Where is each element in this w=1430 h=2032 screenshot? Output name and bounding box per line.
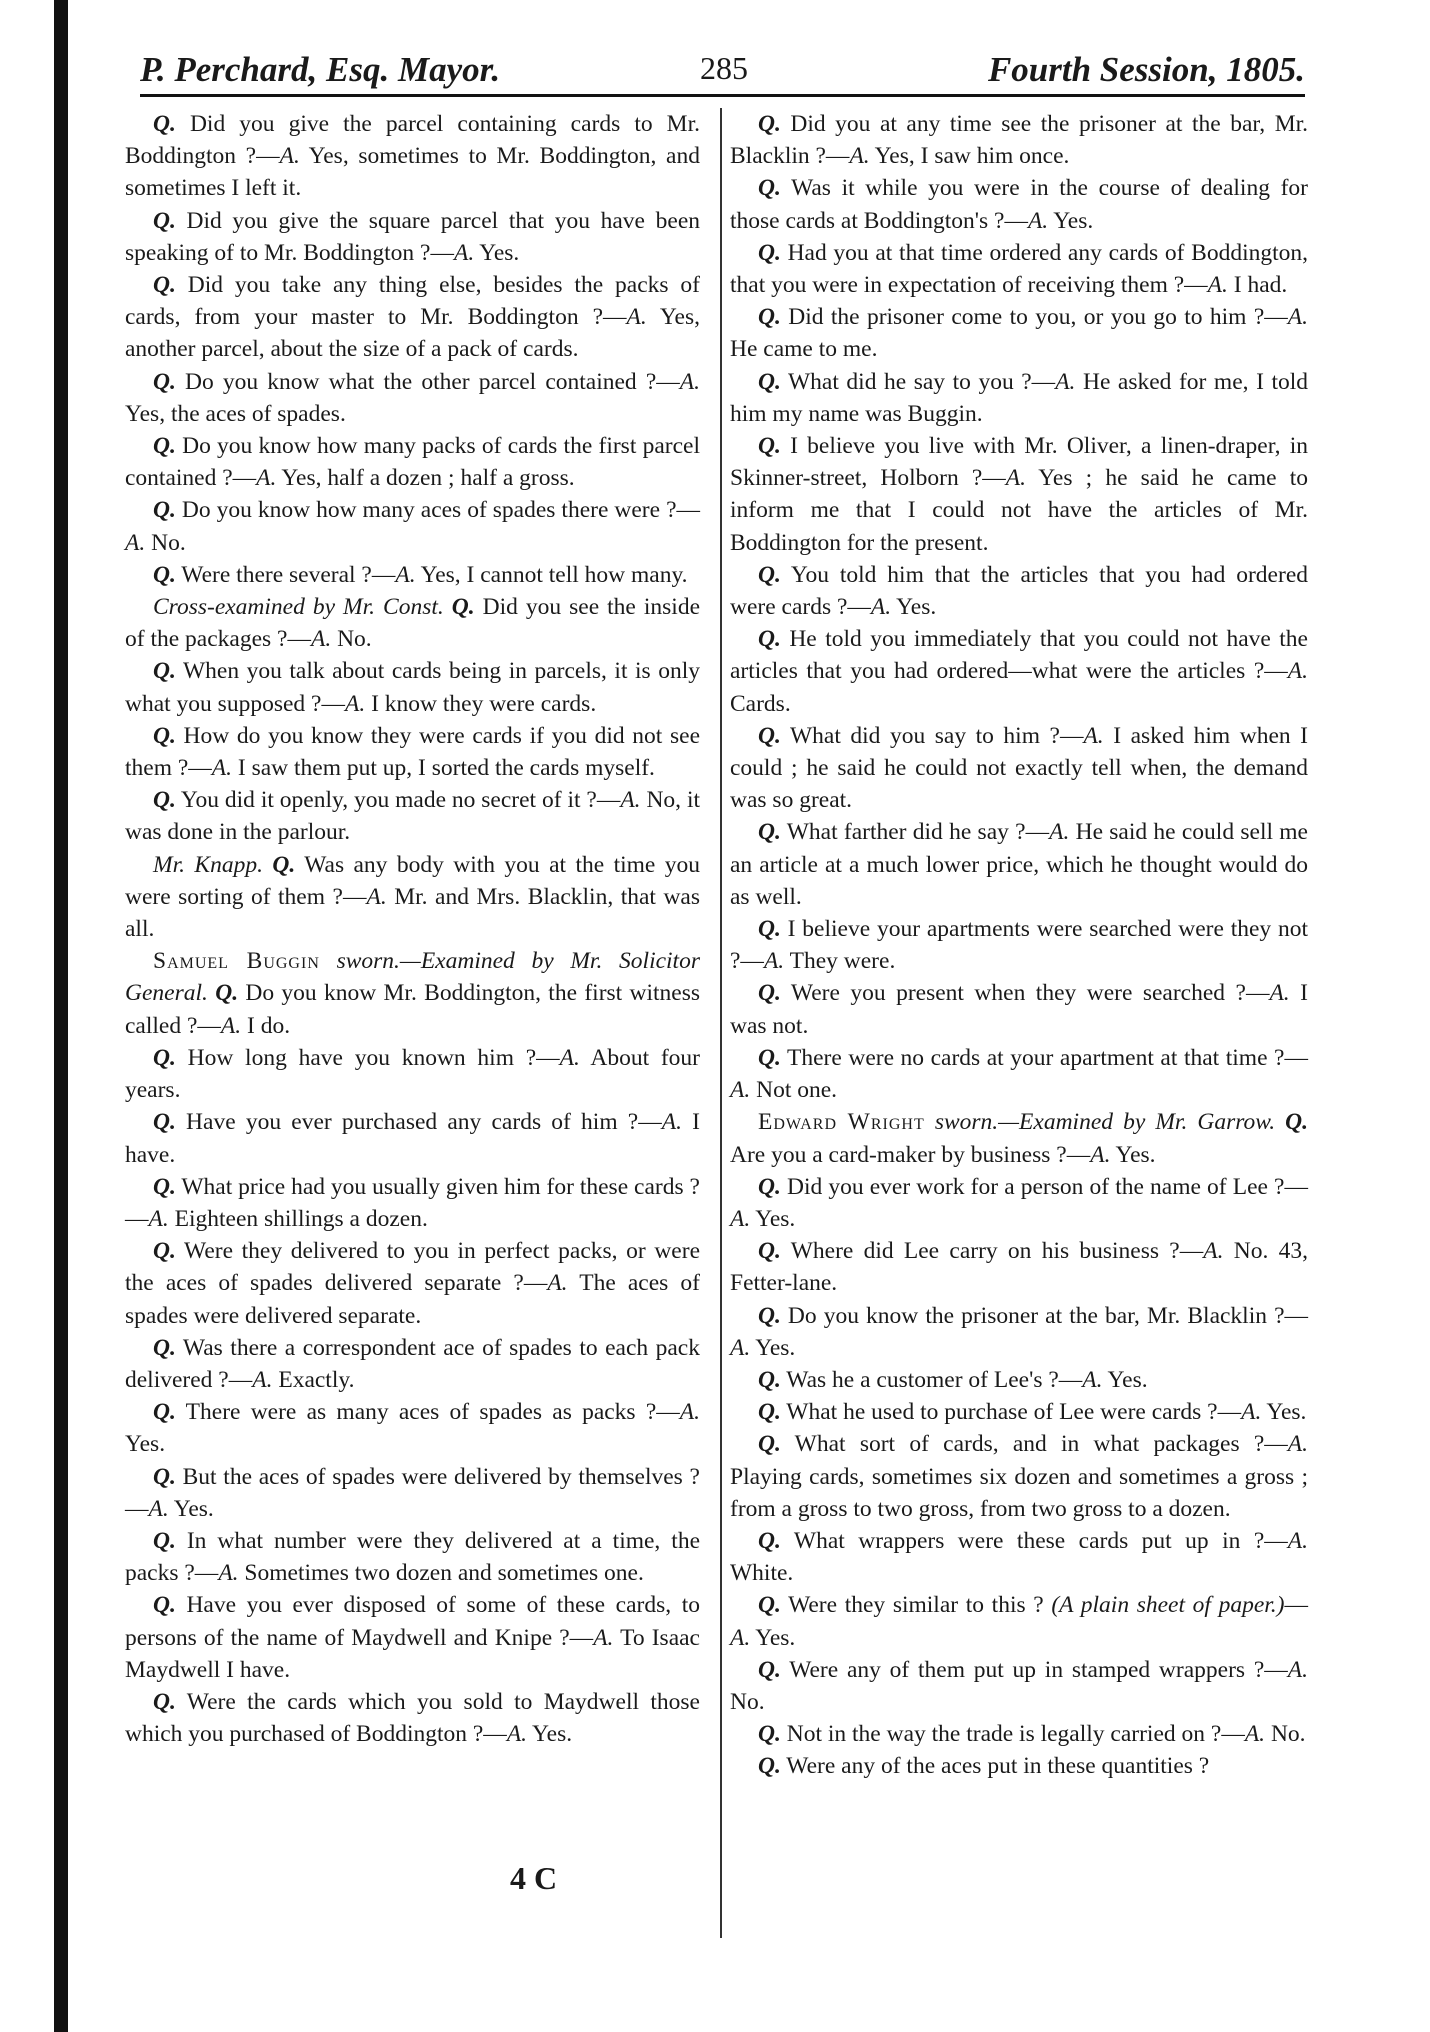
- question-marker: Q.: [153, 1109, 176, 1136]
- testimony-paragraph: [125, 849, 700, 946]
- text-run: Yes, I cannot tell how many.: [415, 561, 688, 588]
- text-run: Cross-examined by Mr. Const.: [153, 594, 444, 621]
- testimony-paragraph: [125, 591, 700, 655]
- answer-marker: A.: [1203, 1238, 1224, 1265]
- text-run: There were as many aces of spades as packs ?—: [175, 1399, 680, 1426]
- text-run: Yes ; he said he came to inform me that I could not have the articles of Mr. Boddington for the present.: [730, 465, 1309, 556]
- question-marker: Q.: [758, 819, 781, 846]
- testimony-paragraph: [125, 108, 700, 205]
- text-run: You did it openly, you made no secret of it ?—: [175, 787, 621, 814]
- text-run: I have.: [125, 1109, 701, 1168]
- testimony-paragraph: [125, 1461, 700, 1525]
- text-run: But the aces of spades were delivered by themselves ?—: [125, 1463, 700, 1522]
- text-run: Yes.: [527, 1721, 573, 1748]
- answer-marker: A.: [252, 1366, 273, 1393]
- text-run: No. 43, Fetter-lane.: [730, 1238, 1308, 1297]
- answer-marker: A.: [1090, 1141, 1111, 1168]
- text-run: Yes.: [750, 1205, 796, 1232]
- text-run: Not one.: [750, 1077, 838, 1104]
- answer-marker: A.: [730, 1077, 751, 1104]
- answer-marker: A.: [849, 143, 870, 170]
- testimony-paragraph: [125, 494, 700, 558]
- text-run: Have you ever purchased any cards of him ?—: [175, 1109, 662, 1136]
- question-marker: Q.: [758, 1044, 781, 1071]
- question-marker: Q.: [153, 1592, 176, 1619]
- text-run: Mr. Knapp.: [153, 851, 263, 878]
- answer-marker: A.: [1241, 1399, 1262, 1426]
- text-run: Yes, the aces of spades.: [125, 400, 346, 427]
- testimony-paragraph: [730, 1364, 1308, 1396]
- text-run: About four years.: [125, 1044, 700, 1104]
- testimony-paragraph: [730, 108, 1308, 172]
- answer-marker: A.: [1244, 1721, 1266, 1748]
- testimony-paragraph: [730, 237, 1308, 301]
- text-run: (A plain sheet of paper.): [1051, 1592, 1285, 1619]
- answer-marker: A.: [148, 1205, 169, 1232]
- testimony-paragraph: [730, 172, 1308, 236]
- answer-marker: A.: [679, 368, 700, 395]
- answer-marker: A.: [730, 1205, 751, 1232]
- testimony-paragraph: [125, 269, 700, 366]
- text-run: Yes.: [1048, 207, 1094, 234]
- text-run: What did you say to him ?—: [780, 722, 1084, 749]
- answer-marker: A.: [148, 1495, 169, 1522]
- text-run: Samuel Buggin: [153, 948, 320, 975]
- testimony-paragraph: [125, 559, 700, 591]
- question-marker: Q.: [153, 368, 176, 395]
- header-rule: [140, 94, 1305, 97]
- text-run: Yes.: [1110, 1141, 1156, 1168]
- question-marker: Q.: [758, 1238, 781, 1265]
- text-run: There were no cards at your apartment at that time ?—: [780, 1044, 1308, 1071]
- text-run: Did you give the square parcel that you have been speaking of to Mr. Boddington ?—: [125, 207, 700, 266]
- question-marker: Q.: [272, 851, 296, 878]
- text-run: I do.: [241, 1012, 291, 1039]
- answer-marker: A.: [1287, 1656, 1308, 1683]
- text-run: Were there several ?—: [175, 561, 396, 588]
- text-run: Sometimes two dozen and sometimes one.: [238, 1560, 644, 1587]
- question-marker: Q.: [153, 1238, 176, 1265]
- testimony-paragraph: [125, 1396, 700, 1460]
- testimony-paragraph: [730, 1428, 1308, 1525]
- answer-marker: A.: [395, 561, 416, 588]
- testimony-paragraph: [730, 1235, 1308, 1299]
- text-run: What sort of cards, and in what packages ?—: [780, 1431, 1288, 1458]
- text-run: To Isaac Maydwell I have.: [125, 1624, 700, 1683]
- answer-marker: A.: [453, 239, 475, 266]
- text-run: No.: [1265, 1721, 1306, 1748]
- running-head-right: Fourth Session, 1805.: [987, 50, 1305, 89]
- testimony-paragraph: [125, 720, 700, 784]
- text-run: [263, 852, 272, 878]
- answer-marker: A.: [1269, 980, 1290, 1007]
- answer-marker: A.: [220, 1012, 242, 1039]
- testimony-paragraph: [730, 301, 1308, 365]
- text-run: They were.: [784, 948, 896, 975]
- text-run: How long have you known him ?—: [175, 1044, 560, 1071]
- text-run: Was any body with you at the time you were sorting of them ?—: [125, 851, 700, 910]
- testimony-paragraph: [125, 1332, 700, 1396]
- testimony-paragraph: [730, 1589, 1308, 1653]
- text-run: Did you give the parcel containing cards to Mr. Boddington ?—: [125, 111, 700, 170]
- text-run: Yes.: [750, 1624, 796, 1651]
- question-marker: Q.: [758, 1302, 781, 1329]
- question-marker: Q.: [758, 1173, 781, 1200]
- question-marker: Q.: [153, 658, 176, 685]
- signature-mark: 4 C: [510, 1860, 558, 1896]
- testimony-paragraph: [125, 784, 700, 848]
- text-run: No.: [145, 529, 186, 556]
- question-marker: Q.: [758, 980, 781, 1007]
- text-run: Had you at that time ordered any cards of Boddington, that you were in expectation of receiving them ?—: [730, 239, 1308, 299]
- testimony-paragraph: [125, 1686, 700, 1750]
- text-run: Yes.: [1102, 1366, 1148, 1393]
- question-marker: Q.: [758, 1431, 781, 1458]
- text-run: I believe you live with Mr. Oliver, a linen-draper, in Skinner-street, Holborn ?—: [730, 433, 1308, 492]
- question-marker: Q.: [758, 433, 781, 460]
- text-run: Eighteen shillings a dozen.: [168, 1205, 428, 1232]
- text-run: Exactly.: [272, 1366, 355, 1393]
- answer-marker: A.: [310, 626, 332, 653]
- text-run: Were any of them put up in stamped wrappers ?—: [780, 1656, 1288, 1683]
- testimony-paragraph: [125, 945, 700, 1042]
- testimony-paragraph: [730, 1106, 1308, 1170]
- text-run: What he used to purchase of Lee were cards ?—: [780, 1399, 1242, 1426]
- answer-marker: A.: [1027, 207, 1049, 234]
- column-divider: [720, 108, 722, 1938]
- left-column: [125, 108, 700, 1750]
- text-run: Yes.: [125, 1431, 166, 1458]
- text-run: No.: [730, 1688, 765, 1715]
- text-run: Yes, half a dozen ; half a gross.: [276, 465, 575, 492]
- testimony-paragraph: [730, 1396, 1308, 1428]
- question-marker: Q.: [153, 787, 176, 814]
- answer-marker: A.: [593, 1624, 614, 1651]
- testimony-paragraph: [125, 1171, 700, 1235]
- text-run: No.: [331, 626, 372, 653]
- text-run: Did you at any time see the prisoner at the bar, Mr. Blacklin ?—: [730, 111, 1308, 170]
- text-run: The aces of spades were delivered separate.: [125, 1270, 700, 1329]
- text-run: [320, 948, 337, 974]
- testimony-paragraph: [730, 720, 1308, 817]
- answer-marker: A.: [1287, 1431, 1308, 1458]
- text-run: What price had you usually given him for these cards ?—: [125, 1173, 700, 1232]
- text-run: Yes, another parcel, about the size of a pack of cards.: [125, 304, 700, 363]
- text-run: I asked him when I could ; he said he could not exactly tell when, the demand was so great.: [730, 722, 1308, 814]
- text-run: Playing cards, sometimes six dozen and sometimes a gross ; from a gross to two gross, from two gross to a dozen.: [730, 1463, 1308, 1522]
- testimony-paragraph: [730, 977, 1308, 1041]
- question-marker: Q.: [758, 1753, 781, 1780]
- text-run: Were you present when they were searched ?—: [780, 980, 1270, 1007]
- answer-marker: A.: [559, 1044, 580, 1071]
- answer-marker: A.: [256, 465, 277, 492]
- text-run: In what number were they delivered at a time, the packs ?—: [125, 1527, 700, 1587]
- question-marker: Q.: [153, 722, 176, 749]
- testimony-paragraph: [730, 430, 1308, 559]
- question-marker: Q.: [758, 1366, 781, 1393]
- text-run: He asked for me, I told him my name was Buggin.: [730, 368, 1309, 427]
- question-marker: Q.: [215, 980, 239, 1007]
- answer-marker: A.: [211, 755, 233, 782]
- testimony-paragraph: [125, 1235, 700, 1332]
- question-marker: Q.: [758, 722, 781, 749]
- testimony-paragraph: [730, 1750, 1308, 1782]
- testimony-paragraph: [730, 1718, 1308, 1750]
- text-run: You told him that the articles that you had ordered were cards ?—: [730, 561, 1308, 621]
- text-run: What farther did he say ?—: [780, 819, 1050, 846]
- text-run: sworn.—Examined by Mr. Solicitor General.: [125, 948, 700, 1007]
- question-marker: Q.: [153, 272, 176, 299]
- answer-marker: A.: [279, 143, 300, 170]
- text-run: Were they delivered to you in perfect packs, or were the aces of spades delivered separate ?—: [125, 1238, 700, 1297]
- text-run: Did the prisoner come to you, or you go to him ?—: [780, 304, 1288, 331]
- text-run: sworn.—Examined by Mr. Garrow.: [934, 1109, 1276, 1136]
- text-run: Yes.: [168, 1495, 214, 1522]
- question-marker: Q.: [153, 207, 176, 234]
- text-run: Yes.: [891, 594, 937, 621]
- text-run: When you talk about cards being in parcels, it is only what you supposed ?—: [125, 658, 700, 717]
- question-marker: Q.: [758, 1592, 781, 1619]
- text-run: No, it was done in the parlour.: [125, 787, 701, 846]
- question-marker: Q.: [1285, 1109, 1309, 1136]
- right-column: [730, 108, 1308, 1783]
- text-run: Yes.: [750, 1334, 796, 1361]
- question-marker: Q.: [758, 1721, 781, 1748]
- answer-marker: A.: [1287, 658, 1308, 685]
- question-marker: Q.: [153, 433, 176, 460]
- answer-marker: A.: [679, 1399, 700, 1426]
- text-run: Not in the way the trade is legally carried on ?—: [780, 1721, 1245, 1748]
- testimony-paragraph: [730, 1171, 1308, 1235]
- answer-marker: A.: [1049, 819, 1070, 846]
- binding-edge: [54, 0, 68, 2032]
- question-marker: Q.: [153, 1173, 176, 1200]
- text-run: He said he could sell me an article at a much lower price, which he thought would do as well.: [730, 819, 1308, 910]
- question-marker: Q.: [153, 1688, 176, 1715]
- answer-marker: A.: [218, 1560, 239, 1587]
- text-run: Mr. and Mrs. Blacklin, that was all.: [125, 883, 700, 943]
- text-run: I saw them put up, I sorted the cards myself.: [232, 755, 655, 782]
- testimony-paragraph: [730, 366, 1308, 430]
- text-run: Were the cards which you sold to Maydwell those which you purchased of Boddington ?—: [125, 1688, 700, 1748]
- text-run: Did you ever work for a person of the name of Lee ?—: [780, 1173, 1308, 1200]
- question-marker: Q.: [758, 626, 781, 653]
- question-marker: Q.: [153, 497, 176, 524]
- answer-marker: A.: [620, 787, 641, 814]
- testimony-paragraph: [730, 1654, 1308, 1718]
- testimony-paragraph: [730, 559, 1308, 623]
- answer-marker: A.: [730, 1334, 751, 1361]
- question-marker: Q.: [153, 561, 176, 588]
- answer-marker: A.: [1083, 722, 1104, 749]
- answer-marker: A.: [870, 594, 892, 621]
- text-run: I know they were cards.: [365, 690, 597, 717]
- text-run: White.: [730, 1560, 794, 1587]
- answer-marker: A.: [1287, 1527, 1308, 1554]
- answer-marker: A.: [661, 1109, 682, 1136]
- text-run: What did he say to you ?—: [780, 368, 1056, 395]
- text-run: Do you know the prisoner at the bar, Mr. Blacklin ?—: [780, 1302, 1308, 1329]
- page-header: [140, 50, 1305, 100]
- text-run: Are you a card-maker by business ?—: [730, 1141, 1091, 1168]
- running-head-left: P. Perchard, Esq. Mayor.: [140, 50, 501, 89]
- answer-marker: A.: [125, 529, 146, 556]
- text-run: Did you see the inside of the packages ?—: [125, 594, 700, 653]
- testimony-paragraph: [730, 913, 1308, 977]
- text-run: [1275, 1109, 1285, 1135]
- text-run: Were they similar to this ?: [780, 1592, 1052, 1619]
- text-run: Do you know how many aces of spades there were ?—: [175, 497, 700, 524]
- text-run: Were any of the aces put in these quantities ?: [780, 1753, 1210, 1780]
- question-marker: Q.: [758, 175, 781, 202]
- question-marker: Q.: [451, 594, 475, 621]
- answer-marker: A.: [344, 690, 366, 717]
- text-run: Do you know Mr. Boddington, the first witness called ?—: [125, 980, 701, 1039]
- question-marker: Q.: [758, 368, 781, 395]
- text-run: Was it while you were in the course of dealing for those cards at Boddington's ?—: [730, 175, 1308, 234]
- question-marker: Q.: [758, 111, 781, 137]
- testimony-paragraph: [730, 1525, 1308, 1589]
- question-marker: Q.: [758, 1399, 781, 1426]
- text-run: Was he a customer of Lee's ?—: [780, 1366, 1083, 1393]
- answer-marker: A.: [547, 1270, 568, 1297]
- page-number: 285: [700, 50, 748, 86]
- testimony-paragraph: [125, 1525, 700, 1589]
- text-run: —: [1284, 1592, 1309, 1619]
- text-run: He came to me.: [730, 336, 878, 363]
- question-marker: Q.: [758, 916, 781, 943]
- text-run: Cards.: [730, 690, 791, 717]
- text-run: Yes.: [1261, 1399, 1307, 1426]
- testimony-paragraph: [125, 366, 700, 430]
- text-run: Where did Lee carry on his business ?—: [780, 1238, 1204, 1265]
- text-run: [444, 594, 452, 620]
- answer-marker: A.: [506, 1721, 528, 1748]
- answer-marker: A.: [366, 883, 387, 910]
- testimony-paragraph: [125, 1589, 700, 1686]
- text-run: How do you know they were cards if you did not see them ?—: [125, 722, 700, 782]
- text-run: Yes.: [474, 239, 520, 266]
- testimony-paragraph: [730, 1042, 1308, 1106]
- text-run: Do you know how many packs of cards the first parcel contained ?—: [125, 433, 700, 492]
- answer-marker: A.: [730, 1624, 751, 1651]
- question-marker: Q.: [153, 1044, 176, 1071]
- answer-marker: A.: [1287, 304, 1308, 331]
- testimony-paragraph: [125, 1106, 700, 1170]
- text-run: Yes, sometimes to Mr. Boddington, and sometimes I left it.: [125, 143, 700, 202]
- text-run: Yes, I saw him once.: [869, 143, 1070, 170]
- text-run: What wrappers were these cards put up in ?—: [780, 1527, 1288, 1554]
- question-marker: Q.: [153, 1463, 176, 1490]
- testimony-paragraph: [125, 430, 700, 494]
- text-run: I believe your apartments were searched were they not ?—: [730, 916, 1308, 975]
- text-run: Do you know what the other parcel contained ?—: [175, 368, 680, 395]
- testimony-paragraph: [125, 1042, 700, 1106]
- text-run: I had.: [1227, 272, 1288, 299]
- testimony-paragraph: [125, 655, 700, 719]
- question-marker: Q.: [758, 1656, 781, 1683]
- text-run: Have you ever disposed of some of these cards, to persons of the name of Maydwell and Knipe ?—: [125, 1592, 700, 1651]
- testimony-paragraph: [730, 623, 1308, 720]
- text-run: He told you immediately that you could not have the articles that you had ordered—what were the articles ?—: [730, 626, 1308, 685]
- answer-marker: A.: [1055, 368, 1076, 395]
- question-marker: Q.: [758, 304, 781, 331]
- text-run: Edward Wright: [758, 1109, 925, 1136]
- text-run: Did you take any thing else, besides the packs of cards, from your master to Mr. Boddington ?—: [125, 272, 700, 331]
- text-run: I was not.: [730, 980, 1308, 1039]
- answer-marker: A.: [1082, 1366, 1103, 1393]
- testimony-paragraph: [730, 1300, 1308, 1364]
- text-run: [925, 1109, 935, 1135]
- question-marker: Q.: [153, 111, 176, 137]
- question-marker: Q.: [153, 1334, 176, 1361]
- question-marker: Q.: [758, 239, 781, 266]
- testimony-paragraph: [125, 205, 700, 269]
- answer-marker: A.: [1005, 465, 1027, 492]
- answer-marker: A.: [763, 948, 785, 975]
- text-run: Was there a correspondent ace of spades to each pack delivered ?—: [125, 1334, 700, 1393]
- question-marker: Q.: [758, 1527, 781, 1554]
- answer-marker: A.: [626, 304, 647, 331]
- answer-marker: A.: [1207, 272, 1228, 299]
- question-marker: Q.: [153, 1399, 176, 1426]
- testimony-paragraph: [730, 816, 1308, 913]
- question-marker: Q.: [758, 561, 781, 588]
- question-marker: Q.: [153, 1527, 176, 1554]
